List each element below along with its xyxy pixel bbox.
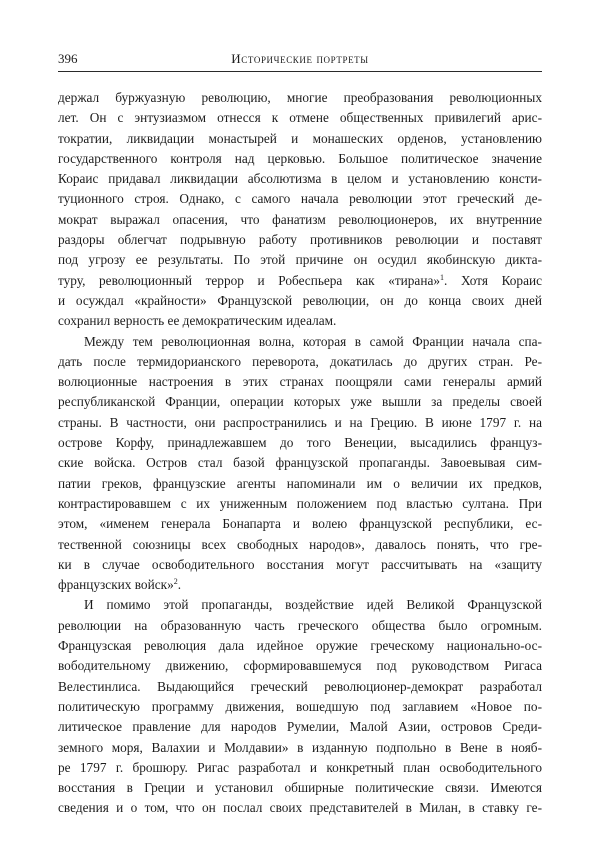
text-line bbox=[58, 88, 542, 108]
text-line-content: земного моря, Валахии и Молдавии» в изданную подпольно в Вене в нояб- bbox=[58, 739, 542, 755]
text-line bbox=[58, 494, 542, 514]
text-line bbox=[58, 535, 542, 555]
running-title: Исторические портреты bbox=[231, 51, 369, 66]
body-text bbox=[58, 88, 542, 819]
text-line bbox=[58, 352, 542, 372]
text-line-continuation: . Хотя Кораис bbox=[444, 272, 542, 288]
text-line-content: и осуждал «крайности» Французской революции, он до конца своих дней bbox=[58, 292, 542, 308]
text-line bbox=[58, 372, 542, 392]
text-line bbox=[58, 717, 542, 737]
text-line-content: политическую программу движения, вошедшую под заглавием «Новое по- bbox=[58, 698, 542, 714]
text-line bbox=[58, 595, 542, 615]
text-line-content: под угрозу ее результаты. По этой причине он осудил якобинскую дикта- bbox=[58, 252, 542, 268]
text-line-content: восстания в Греции и установил обширные политические связи. Имеются bbox=[58, 780, 542, 796]
text-line-content: дать после термидорианского переворота, докатилась до других стран. Ре- bbox=[58, 353, 542, 369]
text-line-content: республиканской Франции, операции которых уже вышли за пределы своей bbox=[58, 394, 542, 410]
text-line-content: вободительному движению, сформировавшемуся под руководством Ригаса bbox=[58, 658, 542, 674]
text-line-content: И помимо этой пропаганды, воздействие идей Великой Французской bbox=[84, 597, 542, 613]
text-line-content: литическое правление для народов Румелии, Малой Азии, островов Среди- bbox=[58, 719, 542, 735]
text-line bbox=[58, 108, 542, 128]
text-line-content: туру, революционный террор и Робеспьера как «тирана» bbox=[58, 272, 440, 288]
text-line bbox=[58, 433, 542, 453]
text-line-content: французских войск» bbox=[58, 577, 174, 593]
page-number: 396 bbox=[58, 51, 78, 66]
text-line-content: тественной союзницы всех свободных народов», давалось понять, что гре- bbox=[58, 536, 542, 552]
text-line bbox=[58, 189, 542, 209]
text-line-content: Французская революция дала идейное оружие греческому национально-ос- bbox=[58, 638, 542, 654]
text-line bbox=[58, 656, 542, 676]
text-line-content: ские войска. Остров стал базой французской пропаганды. Завоевывая сим- bbox=[58, 455, 542, 471]
text-line bbox=[58, 169, 542, 189]
text-line bbox=[58, 778, 542, 798]
text-line-content: лет. Он с энтузиазмом отнесся к отмене общественных привилегий арис- bbox=[58, 110, 542, 126]
text-line-content: ки в случае освободительного восстания могут рассчитывать на «защиту bbox=[58, 556, 542, 572]
text-line bbox=[58, 392, 542, 412]
text-line-content: ре 1797 г. брошюру. Ригас разработал и конкретный план освободительного bbox=[58, 759, 542, 775]
text-line-content: раздоры облегчат подрывную работу противников революции и поставят bbox=[58, 232, 542, 248]
text-line bbox=[58, 677, 542, 697]
text-line bbox=[58, 474, 542, 494]
text-line-content: этом, «именем генерала Бонапарта и волею французской республики, ес- bbox=[58, 516, 542, 532]
text-line-content: сохранил верность ее демократическим идеалам. bbox=[58, 313, 337, 329]
text-line bbox=[58, 636, 542, 656]
text-line-content: держал буржуазную революцию, многие преобразования революционных bbox=[58, 90, 542, 105]
footnote-marker: 1 bbox=[440, 272, 444, 282]
text-line bbox=[58, 250, 542, 270]
text-line-content: государственного контроля над церковью. Большое политическое значение bbox=[58, 150, 542, 166]
footnote-marker: 2 bbox=[173, 577, 178, 587]
text-line-content: Кораис придавал ликвидации абсолютизма в целом и установлению консти- bbox=[58, 171, 542, 187]
running-header bbox=[58, 49, 542, 72]
text-line bbox=[58, 555, 542, 575]
text-line-continuation: . bbox=[177, 577, 182, 593]
text-line bbox=[58, 311, 542, 331]
text-line bbox=[58, 514, 542, 534]
text-line-content: патии греков, французские агенты напоминали им о величии их предков, bbox=[58, 475, 542, 491]
text-line bbox=[58, 758, 542, 778]
text-line bbox=[58, 798, 542, 818]
text-line bbox=[58, 575, 542, 595]
text-line bbox=[58, 616, 542, 636]
text-line bbox=[58, 738, 542, 758]
text-line-content: туционного строя. Однако, с самого начала революции этот греческий де- bbox=[58, 191, 542, 207]
text-line bbox=[58, 129, 542, 149]
text-line bbox=[58, 332, 542, 352]
text-line-content: контрастировавшем с их униженным положением под властью султана. При bbox=[58, 495, 542, 511]
text-line bbox=[58, 230, 542, 250]
text-line bbox=[58, 210, 542, 230]
text-line-content: революции на образованную часть греческого общества было огромным. bbox=[58, 617, 542, 633]
text-line-content: Велестинлиса. Выдающийся греческий революционер-демократ разработал bbox=[58, 678, 542, 694]
text-line-content: сведения и о том, что он послал своих представителей в Милан, в ставку ге- bbox=[58, 800, 542, 816]
text-line bbox=[58, 149, 542, 169]
text-line-content: острове Корфу, принадлежавшем до того Венеции, высадились француз- bbox=[58, 435, 542, 451]
text-line bbox=[58, 413, 542, 433]
text-line bbox=[58, 697, 542, 717]
text-line-content: тократии, ликвидации монастырей и монашеских орденов, установлению bbox=[58, 130, 542, 146]
text-line bbox=[58, 291, 542, 311]
text-line-content: страны. В частности, они распространились и на Грецию. В июне 1797 г. на bbox=[58, 414, 542, 430]
text-line bbox=[58, 271, 542, 291]
text-line-content: волюционные настроения в этих странах поощряли сами генералы армий bbox=[58, 374, 542, 390]
text-line bbox=[58, 453, 542, 473]
text-line-content: Между тем революционная волна, которая в самой Франции начала спа- bbox=[84, 333, 542, 349]
text-line-content: мократ выражал опасения, что фанатизм революционеров, их внутренние bbox=[58, 211, 542, 227]
